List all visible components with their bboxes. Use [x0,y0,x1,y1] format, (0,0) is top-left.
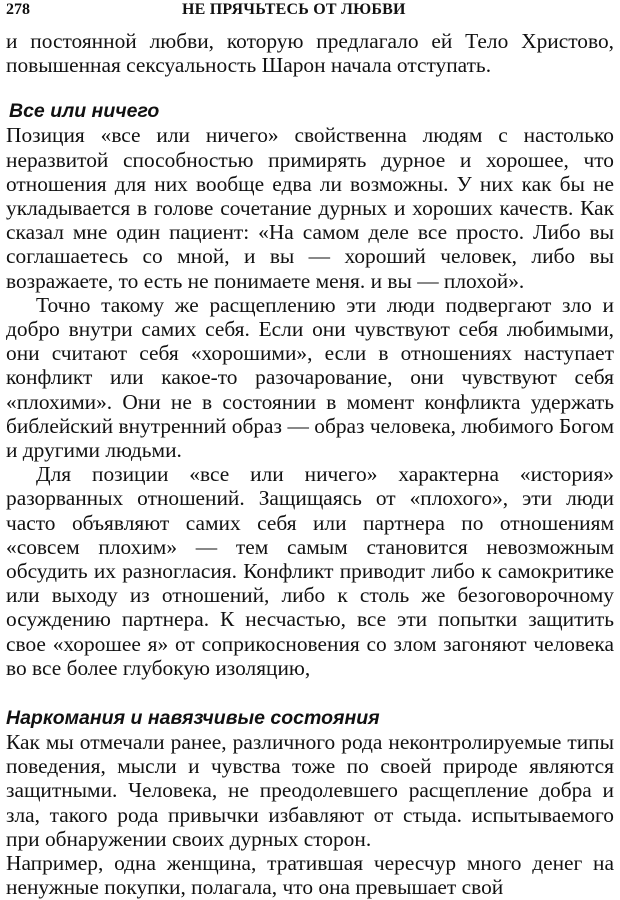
section-heading-addiction: Наркомания и навязчивые состояния [6,707,380,730]
paragraph: Для позиции «все или ничего» характерна «история» разорванных отношений. Защищаясь от «плохого», эти люди часто объявляют самих себя или партнера по отношениям «совсем плохим» — тем самым становится невозможным обсудить их разногласия. Конфликт приводит либо к самокритике или выходу из отношений, либо к столь же безоговорочному осуждению партнера. К несчастью, все эти попытки защитить свое «хорошее я» от соприкосновения со злом загоняют человека во все более глубокую изоляцию, [6,462,614,680]
running-header [6,0,614,22]
paragraph: Например, одна женщина, тратившая чересчур много денег на ненужные покупки, полагала, что она превышает свой [6,851,614,900]
paragraph: Позиция «все или ничего» свойственна людям с настолько неразвитой способностью примирять дурное и хорошее, что отношения для них вообще едва ли возможны. У них как бы не укладывается в голове сочетание дурных и хороших качеств. Как сказал мне один пациент: «На самом деле все просто. Либо вы соглашаетесь со мной, и вы — хороший человек, либо вы возражаете, то есть не понимаете меня. и вы — плохой». [6,123,614,293]
paragraph: Как мы отмечали ранее, различного рода неконтролируемые типы поведения, мысли и чувства тоже по своей природе являются защитными. Человека, не преодолевшего расщепление добра и зла, такого рода привычки избавляют от стыда. испытываемого при обнаружении своих дурных сторон. [6,730,614,851]
paragraph-continued: и постоянной любви, которую предлагало ей Тело Христово, повышенная сексуальность Шарон начала отступать. [6,29,614,78]
paragraph: Точно такому же расщеплению эти люди подвергают зло и добро внутри самих себя. Если они чувствуют себя любимыми, они считают себя «хорошими», если в отношениях наступает конфликт или какое-то разочарование, они чувствуют себя «плохими». Они не в состоянии в момент конфликта удержать библейский внутренний образ — образ человека, любимого Богом и другими людьми. [6,292,614,463]
running-title: НЕ ПРЯЧЬТЕСЬ ОТ ЛЮБВИ [182,1,406,18]
page-number: 278 [6,1,30,18]
section-heading-all-or-nothing: Все или ничего [9,100,160,123]
